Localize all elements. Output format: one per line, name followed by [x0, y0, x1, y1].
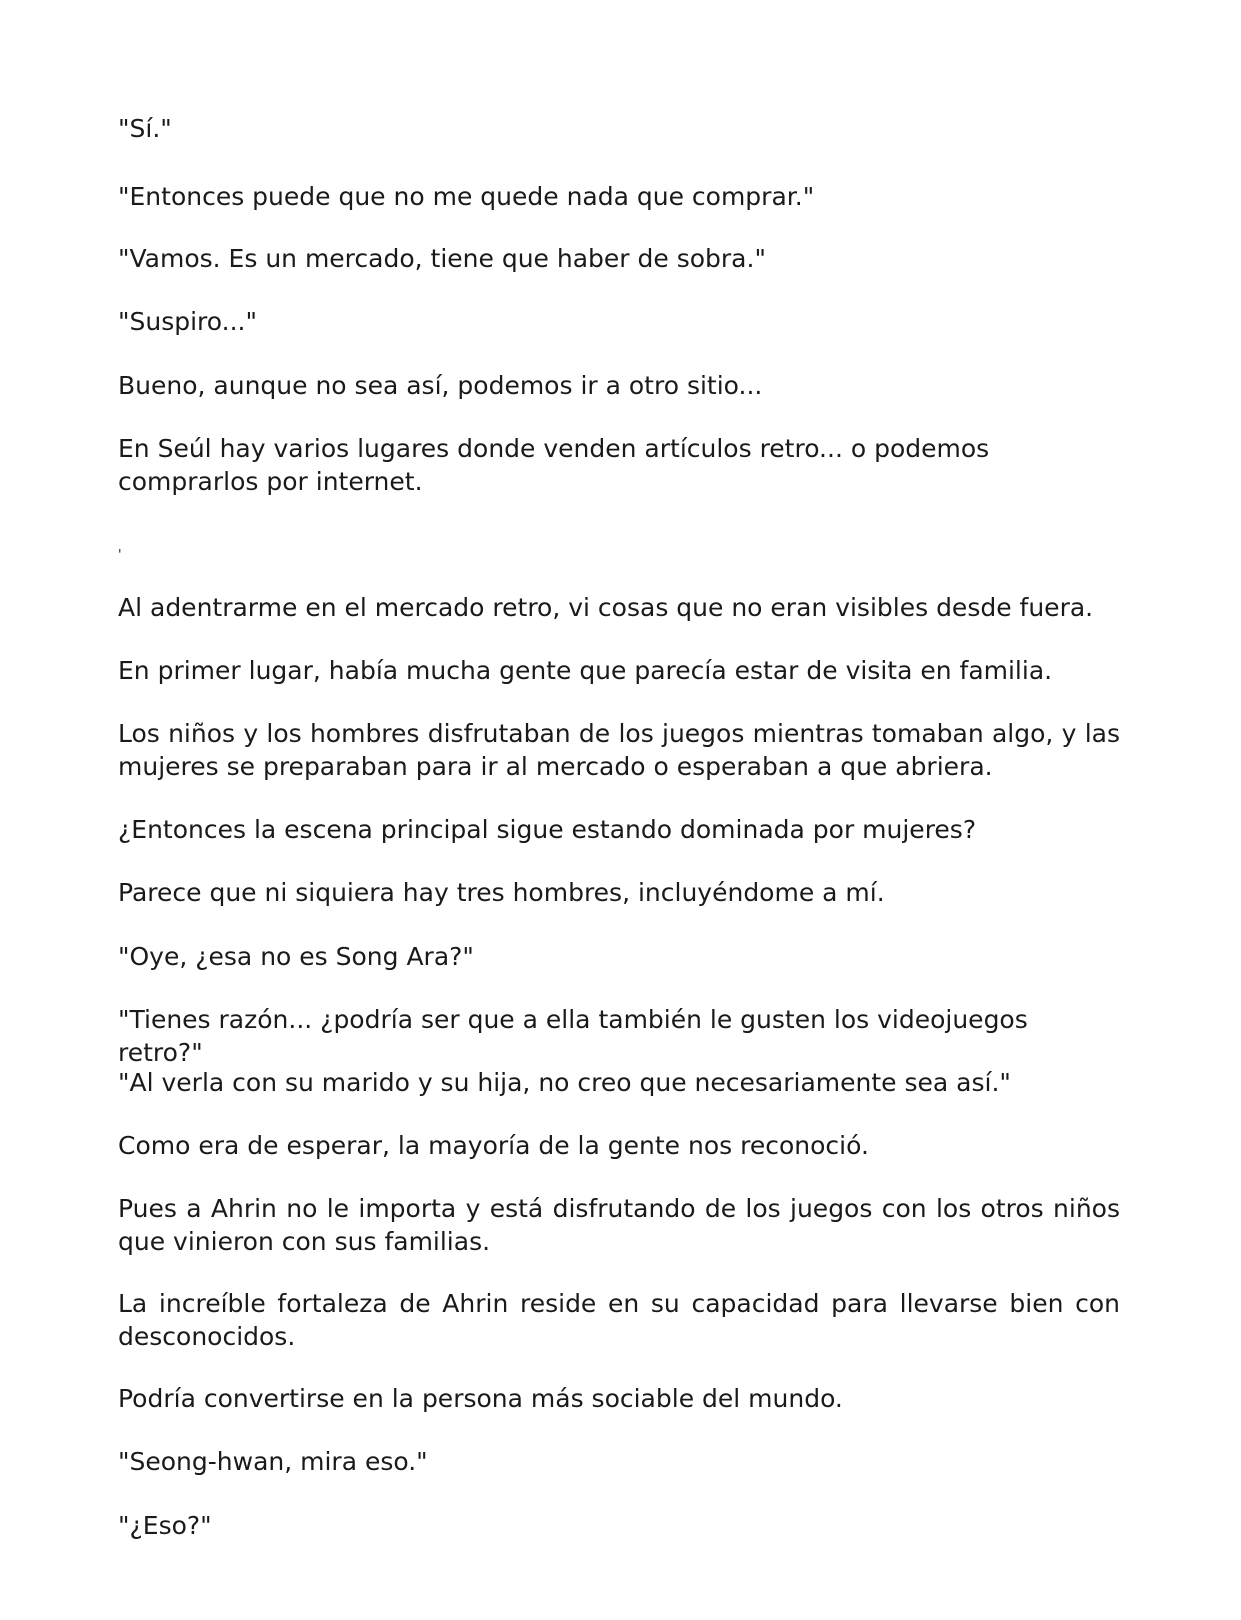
paragraph-song-ara: "Oye, ¿esa no es Song Ara?": [118, 942, 474, 971]
paragraph-fortaleza: La increíble fortaleza de Ahrin reside en su capacidad para llevarse bien con desconocidos.: [118, 1289, 1120, 1351]
paragraph-tienes-razon: "Tienes razón... ¿podría ser que a ella también le gusten los videojuegos retro?": [118, 1005, 1028, 1067]
paragraph-primer-lugar: En primer lugar, había mucha gente que parecía estar de visita en familia.: [118, 656, 1053, 685]
paragraph-eso: "¿Eso?": [118, 1511, 212, 1540]
paragraph-tres-hombres: Parece que ni siquiera hay tres hombres, incluyéndome a mí.: [118, 878, 885, 907]
paragraph-escena-principal: ¿Entonces la escena principal sigue estando dominada por mujeres?: [118, 815, 977, 844]
paragraph-vamos: "Vamos. Es un mercado, tiene que haber de sobra.": [118, 244, 766, 273]
paragraph-adentrarme: Al adentrarme en el mercado retro, vi cosas que no eran visibles desde fuera.: [118, 593, 1094, 622]
paragraph-reconocio: Como era de esperar, la mayoría de la gente nos reconoció.: [118, 1131, 869, 1160]
paragraph-ninos-hombres: Los niños y los hombres disfrutaban de los juegos mientras tomaban algo, y las mujeres se preparaban para ir al mercado o esperaban a que abriera.: [118, 719, 1120, 781]
stray-mark: ': [118, 548, 122, 563]
paragraph-si: "Sí.": [118, 114, 172, 143]
paragraph-seul: En Seúl hay varios lugares donde venden artículos retro... o podemos comprarlos por internet.: [118, 434, 990, 496]
paragraph-bueno: Bueno, aunque no sea así, podemos ir a otro sitio...: [118, 371, 763, 400]
paragraph-seong-hwan: "Seong-hwan, mira eso.": [118, 1447, 428, 1476]
paragraph-suspiro: "Suspiro...": [118, 307, 257, 336]
paragraph-sociable: Podría convertirse en la persona más sociable del mundo.: [118, 1384, 843, 1413]
paragraph-entonces: "Entonces puede que no me quede nada que comprar.": [118, 182, 815, 211]
paragraph-al-verla: "Al verla con su marido y su hija, no creo que necesariamente sea así.": [118, 1068, 1011, 1097]
paragraph-ahrin-juegos: Pues a Ahrin no le importa y está disfrutando de los juegos con los otros niños que vinieron con sus familias.: [118, 1194, 1120, 1256]
